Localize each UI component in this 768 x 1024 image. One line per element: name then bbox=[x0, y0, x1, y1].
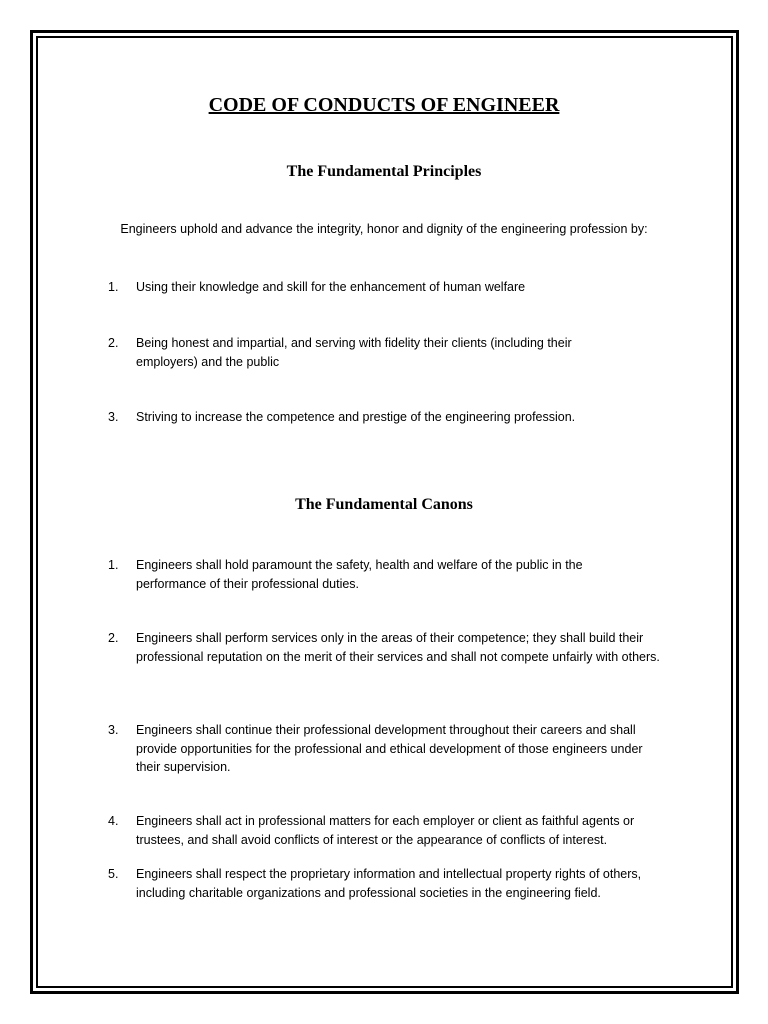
principle-item bbox=[108, 278, 678, 297]
canon-text: Engineers shall perform services only in the areas of their competence; they shall build their professional reputation on the merit of their services and shall not compete unfairly with others. bbox=[136, 631, 660, 664]
canon-text: Engineers shall continue their professional development throughout their careers and shall provide opportunities for the professional and ethical development of those engineers under their supervision. bbox=[136, 723, 643, 774]
canon-item bbox=[108, 865, 663, 902]
principle-number: 2. bbox=[108, 336, 119, 350]
canon-text: Engineers shall hold paramount the safety, health and welfare of the public in the performance of their professional duties. bbox=[136, 558, 583, 591]
canon-number: 5. bbox=[108, 867, 119, 881]
canon-number: 3. bbox=[108, 723, 119, 737]
principle-text: Being honest and impartial, and serving with fidelity their clients (including their employers) and the public bbox=[136, 336, 572, 369]
document-title: CODE OF CONDUCTS OF ENGINEER bbox=[208, 94, 560, 116]
canon-text: Engineers shall respect the proprietary information and intellectual property rights of others, including charitable organizations and professional societies in the engineering field. bbox=[136, 867, 642, 900]
canon-item bbox=[108, 721, 668, 777]
canon-number: 1. bbox=[108, 558, 119, 572]
canon-number: 4. bbox=[108, 814, 119, 828]
principle-text: Using their knowledge and skill for the enhancement of human welfare bbox=[136, 280, 526, 294]
principle-number: 1. bbox=[108, 280, 119, 294]
canon-number: 2. bbox=[108, 631, 119, 645]
canon-item bbox=[108, 629, 680, 666]
principle-item bbox=[108, 408, 678, 427]
canon-item bbox=[108, 556, 643, 593]
principle-text: Striving to increase the competence and prestige of the engineering profession. bbox=[136, 410, 576, 424]
principles-intro: Engineers uphold and advance the integrity, honor and dignity of the engineering profession by: bbox=[120, 222, 648, 236]
principle-item bbox=[108, 334, 628, 371]
canon-item bbox=[108, 812, 683, 849]
principles-heading: The Fundamental Principles bbox=[286, 163, 482, 180]
canon-text: Engineers shall act in professional matters for each employer or client as faithful agents or trustees, and shall avoid conflicts of interest or the appearance of conflicts of interest. bbox=[136, 814, 635, 847]
principle-number: 3. bbox=[108, 410, 119, 424]
canons-heading: The Fundamental Canons bbox=[295, 496, 473, 513]
